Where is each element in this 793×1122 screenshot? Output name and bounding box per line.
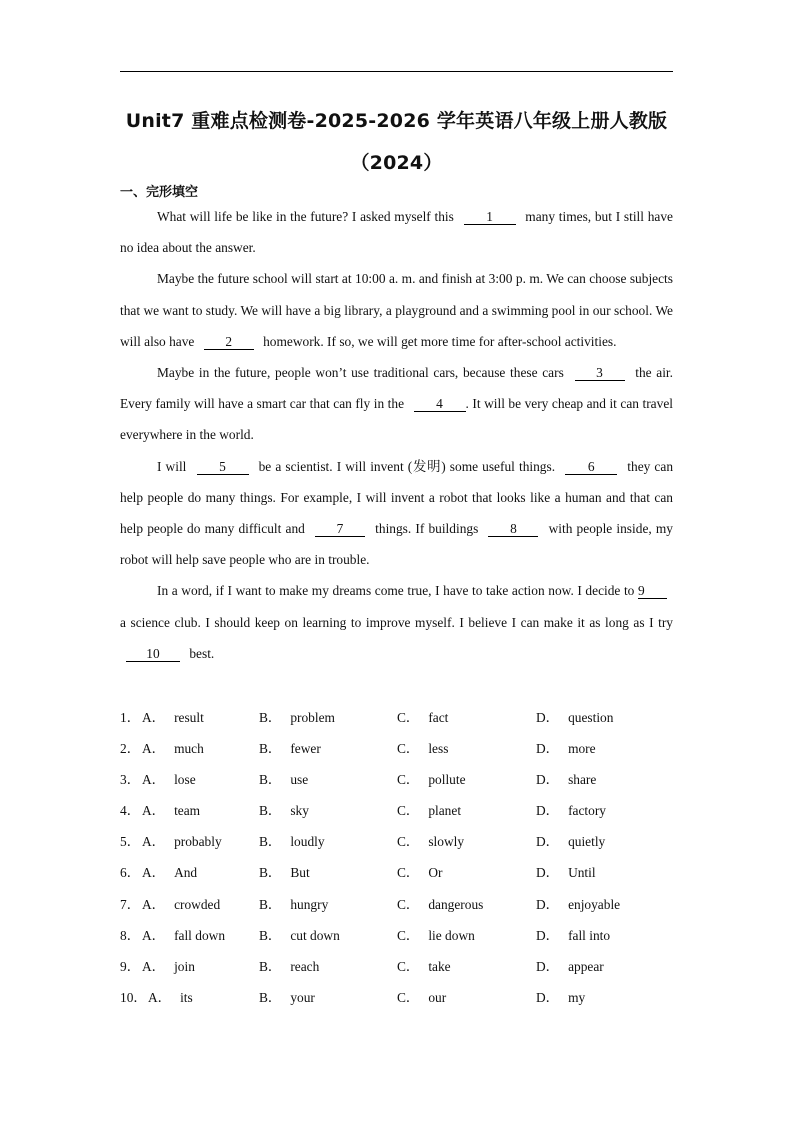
passage-text: Maybe in the future, people won’t use traditional cars, because these cars <box>157 365 564 381</box>
question-number: 10． <box>120 989 147 1005</box>
question-number: 4． <box>120 803 141 819</box>
option-d: D． factory <box>536 803 606 819</box>
passage-text: What will life be like in the future? I asked myself this <box>157 209 454 224</box>
passage-text: many times, but I still have no idea about the answer. <box>120 209 673 256</box>
blank-9: 9 <box>638 583 667 599</box>
question-row <box>120 761 673 792</box>
question-row <box>120 948 673 979</box>
option-c: C． dangerous <box>397 896 484 912</box>
section-heading: 一、完形填空 <box>120 185 199 200</box>
option-b: B． problem <box>259 710 335 725</box>
page-title-edition: （2024） <box>350 152 443 174</box>
option-a: A． result <box>142 710 204 725</box>
blank-10: 10 <box>126 646 180 662</box>
option-c: C． take <box>397 958 451 974</box>
question-row <box>120 730 673 761</box>
blank-3: 3 <box>575 365 625 381</box>
option-a: A． fall down <box>142 927 226 943</box>
passage-text: be a scientist. I will invent (发明) some useful things. <box>258 458 556 474</box>
passage-text: they can help people do many things. For example, I will invent a robot that looks like a human and that can help people do many difficult and <box>120 458 674 537</box>
passage-text: with people inside, my robot will help save people who are in trouble. <box>120 521 673 568</box>
question-number: 3． <box>120 772 141 788</box>
option-d: D． my <box>536 989 586 1005</box>
question-row <box>120 699 673 730</box>
option-a: A． lose <box>142 772 196 788</box>
option-b: B． sky <box>259 803 309 819</box>
blank-8: 8 <box>488 521 538 537</box>
question-row <box>120 823 673 854</box>
passage-text: a science club. I should keep on learning to improve myself. I believe I can make it as long as I try <box>120 614 673 630</box>
answer-options <box>120 699 673 1010</box>
page-title: Unit7 重难点检测卷-2025-2026 学年英语八年级上册人教版 <box>125 110 668 132</box>
option-b: B． But <box>259 865 310 881</box>
option-d: D． quietly <box>536 834 606 850</box>
question-row <box>120 854 673 885</box>
blank-1: 1 <box>464 209 516 225</box>
option-b: B． your <box>259 989 315 1005</box>
passage-text: Maybe the future school will start at 10:00 a. m. and finish at 3:00 p. m. We can choose subjects that we want to study. We will have a big library, a playground and a swimming pool in our school. We will also have <box>120 271 673 349</box>
question-number: 1． <box>120 710 141 725</box>
option-a: A． And <box>142 865 198 881</box>
passage-paragraph <box>120 575 673 669</box>
option-c: C． lie down <box>397 927 475 943</box>
blank-6: 6 <box>565 459 617 475</box>
option-b: B． use <box>259 772 309 788</box>
question-row <box>120 979 673 1010</box>
option-d: D． fall into <box>536 927 611 943</box>
blank-5: 5 <box>197 459 249 475</box>
option-a: A． probably <box>142 834 222 850</box>
passage-paragraph <box>120 201 673 263</box>
blank-4: 4 <box>414 396 466 412</box>
option-d: D． enjoyable <box>536 896 621 912</box>
question-number: 6． <box>120 865 141 881</box>
passage-text: . It will be very cheap and it can travel everywhere in the world. <box>120 396 673 443</box>
option-c: C． pollute <box>397 772 466 788</box>
option-d: D． more <box>536 741 596 757</box>
passage-text: homework. If so, we will get more time for after-school activities. <box>263 333 617 349</box>
passage-text: I will <box>157 458 187 474</box>
option-d: D． share <box>536 772 597 788</box>
option-a: A． crowded <box>142 896 221 912</box>
option-c: C． Or <box>397 865 443 881</box>
option-a: A． team <box>142 803 201 819</box>
option-c: C． planet <box>397 803 462 819</box>
option-c: C． less <box>397 741 449 757</box>
option-a: A． its <box>148 989 193 1005</box>
blank-2: 2 <box>204 334 254 350</box>
passage-paragraph <box>120 451 673 576</box>
option-c: C． slowly <box>397 834 465 850</box>
option-d: D． Until <box>536 865 596 881</box>
option-c: C． fact <box>397 710 449 725</box>
passage-text: best. <box>189 645 215 661</box>
header-rule <box>120 71 673 72</box>
option-a: A． much <box>142 741 204 757</box>
option-b: B． fewer <box>259 741 321 757</box>
passage-text: the air. Every family will have a smart car that can fly in the <box>120 365 673 412</box>
passage-text: In a word, if I want to make my dreams come true, I have to take action now. I decide to <box>157 583 635 599</box>
question-number: 8． <box>120 927 141 943</box>
option-b: B． cut down <box>259 927 340 943</box>
question-number: 7． <box>120 896 141 912</box>
question-row <box>120 792 673 823</box>
option-c: C． our <box>397 989 447 1005</box>
passage-text: things. If buildings <box>375 521 479 537</box>
passage-paragraph <box>120 263 673 357</box>
option-b: B． hungry <box>259 896 329 912</box>
option-b: B． loudly <box>259 834 325 850</box>
question-number: 5． <box>120 834 141 850</box>
option-a: A． join <box>142 958 195 974</box>
option-d: D． question <box>536 710 614 725</box>
passage-paragraph <box>120 357 673 451</box>
question-number: 9． <box>120 958 141 974</box>
cloze-passage <box>120 201 673 669</box>
blank-7: 7 <box>315 521 365 537</box>
question-row <box>120 917 673 948</box>
question-number: 2． <box>120 741 141 757</box>
option-b: B． reach <box>259 958 320 974</box>
option-d: D． appear <box>536 958 604 974</box>
question-row <box>120 886 673 917</box>
